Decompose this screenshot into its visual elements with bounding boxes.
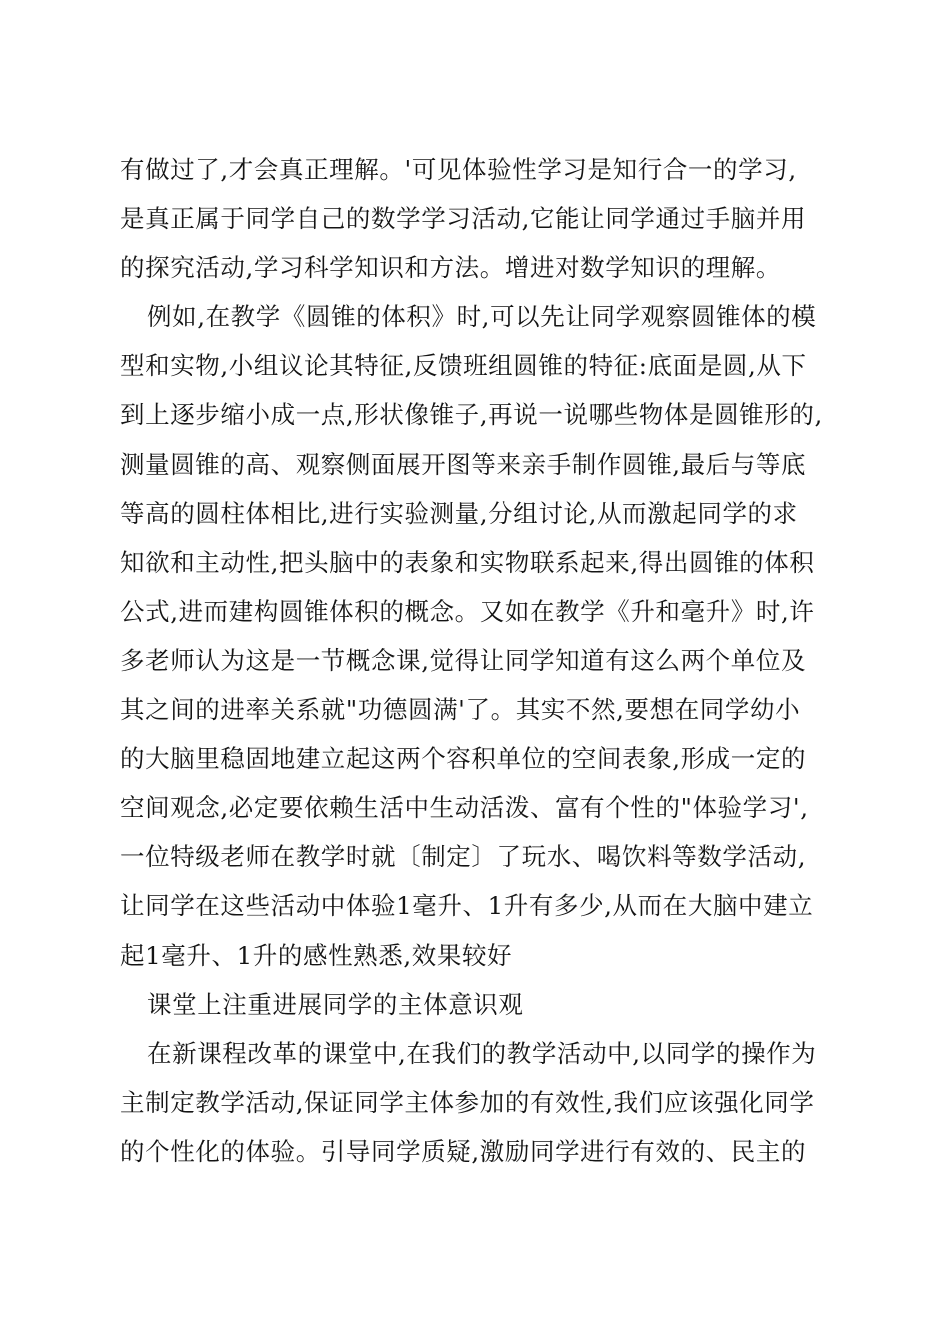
paragraph-start-line: 在新课程改革的课堂中,在我们的教学活动中,以同学的操作为 — [147, 1038, 817, 1068]
text-line: 其之间的进率关系就"功德圆满'了。其实不然,要想在同学幼小 — [120, 695, 801, 725]
text-line: 到上逐步缩小成一点,形状像锥子,再说一说哪些物体是圆锥形的, — [120, 400, 823, 430]
text-line: 有做过了,才会真正理解。'可见体验性学习是知行合一的学习, — [120, 155, 797, 184]
text-line: 多老师认为这是一节概念课,觉得让同学知道有这么两个单位及 — [120, 645, 807, 675]
text-line: 的大脑里稳固地建立起这两个容积单位的空间表象,形成一定的 — [120, 744, 807, 774]
text-line: 型和实物,小组议论其特征,反馈班组圆锥的特征:底面是圆,从下 — [120, 351, 807, 381]
body-text — [120, 145, 850, 1176]
text-line: 一位特级老师在教学时就〔制定〕了玩水、喝饮料等数学活动, — [120, 842, 807, 872]
paragraph-start-line: 例如,在教学《圆锥的体积》时,可以先让同学观察圆锥体的模 — [147, 302, 817, 332]
text-line: 让同学在这些活动中体验1毫升、1升有多少,从而在大脑中建立 — [120, 891, 814, 921]
text-line: 等高的圆柱体相比,进行实验测量,分组讨论,从而激起同学的求 — [120, 498, 798, 528]
text-line: 的个性化的体验。引导同学质疑,激励同学进行有效的、民主的 — [120, 1136, 807, 1166]
text-line: 公式,进而建构圆锥体积的概念。又如在教学《升和毫升》时,许 — [120, 596, 815, 626]
text-line: 是真正属于同学自己的数学学习活动,它能让同学通过手脑并用 — [120, 204, 807, 234]
text-line: 主制定教学活动,保证同学主体参加的有效性,我们应该强化同学 — [120, 1087, 815, 1117]
text-line: 测量圆锥的高、观察侧面展开图等来亲手制作圆锥,最后与等底 — [120, 449, 807, 479]
text-line: 知欲和主动性,把头脑中的表象和实物联系起来,得出圆锥的体积 — [120, 547, 815, 577]
text-line: 空间观念,必定要依赖生活中生动活泼、富有个性的"体验学习', — [120, 793, 809, 823]
text-line: 的探究活动,学习科学知识和方法。增进对数学知识的理解。 — [120, 253, 781, 283]
text-line: 起1毫升、1升的感性熟悉,效果较好 — [120, 940, 513, 970]
section-heading: 课堂上注重进展同学的主体意识观 — [147, 989, 524, 1019]
